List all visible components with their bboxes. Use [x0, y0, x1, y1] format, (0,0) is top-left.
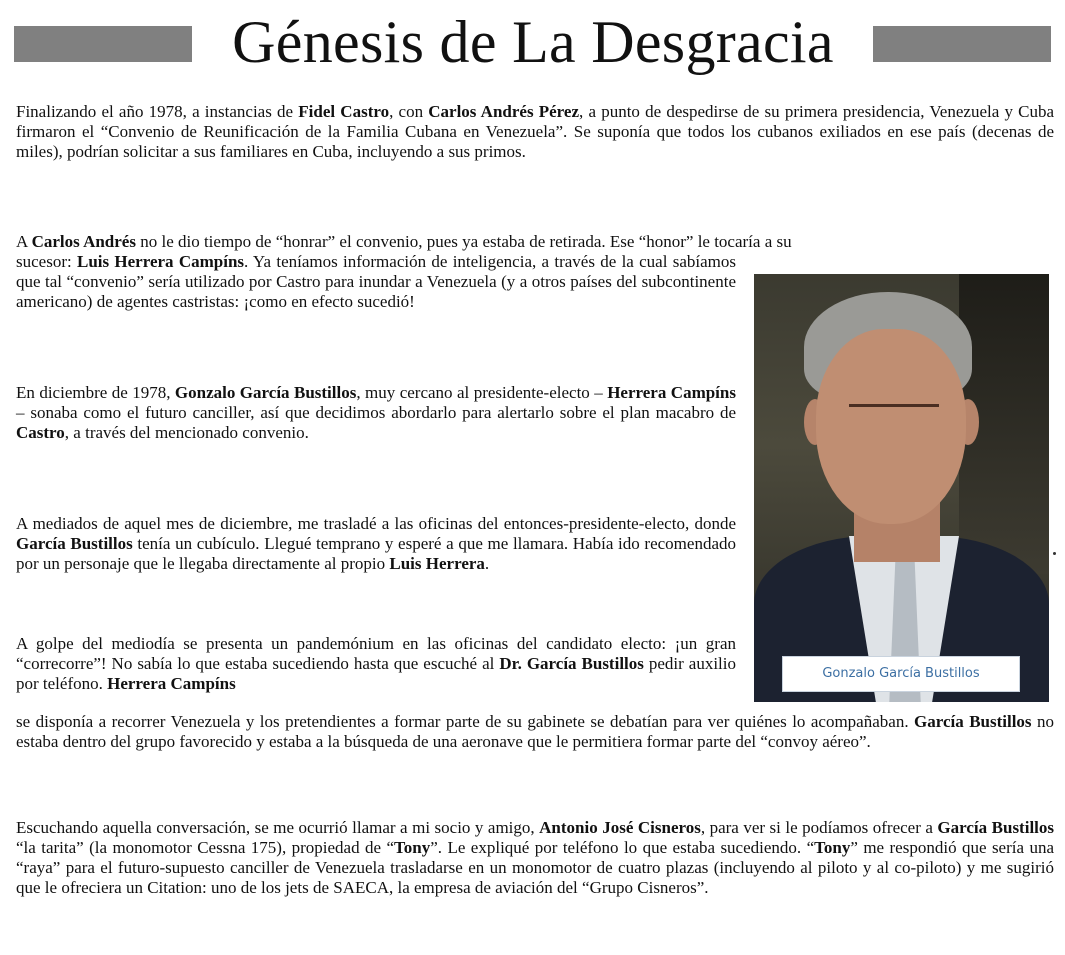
- text-run: no le dio tiempo de “honrar” el convenio, pues ya estaba de retirada. Ese “honor” le tocaría a su: [135, 232, 792, 251]
- text-run: , a través del mencionado convenio.: [64, 423, 309, 442]
- bold-name: Luis Herrera Campíns: [77, 252, 245, 271]
- text-run: – sonaba como el futuro canciller, así que decidimos abordarlo para alertarlo sobre el plan macabro de: [16, 403, 736, 422]
- text-run: tenía un cubículo. Llegué temprano y esperé a que me llamara. Había ido recomendado por un personaje que le llegaba directamente al propio: [16, 534, 736, 573]
- bold-name: Herrera Campíns: [107, 674, 236, 693]
- bold-name: Tony: [394, 838, 431, 857]
- bold-name: Dr. García Bustillos: [499, 654, 644, 673]
- text-run: Finalizando el año 1978, a instancias de: [16, 102, 299, 121]
- paragraph-2-rest: [16, 252, 736, 312]
- text-run: A golpe del mediodía se presenta un pandemónium en las oficinas del candidato electo: ¡un gran “correcorre”! No sabía lo que estaba sucediendo hasta que escuché al: [16, 634, 736, 673]
- paragraph-2-first-line: [16, 232, 1054, 252]
- bold-name: Fidel Castro: [298, 102, 390, 121]
- bold-name: Carlos Andrés: [31, 232, 136, 251]
- text-run: sucesor:: [16, 252, 77, 271]
- title-row: [0, 6, 1065, 74]
- photo-face: [816, 329, 966, 524]
- text-run: “la tarita” (la monomotor Cessna 175), propiedad de “: [16, 838, 395, 857]
- bold-name: García Bustillos: [914, 712, 1032, 731]
- bold-name: Gonzalo García Bustillos: [174, 383, 357, 402]
- bold-name: Castro: [16, 423, 65, 442]
- title-bar-left: [14, 26, 192, 62]
- text-run: En diciembre de 1978,: [16, 383, 175, 402]
- bold-name: Luis Herrera: [389, 554, 485, 573]
- text-run: .: [484, 554, 490, 573]
- page-title: Génesis de La Desgracia: [232, 9, 834, 75]
- text-run: se disponía a recorrer Venezuela y los pretendientes a formar parte de su gabinete se debatían para ver quiénes lo acompañaban.: [16, 712, 915, 731]
- text-run: ”. Le expliqué por teléfono lo que estaba sucediendo. “: [430, 838, 815, 857]
- text-run: A mediados de aquel mes de diciembre, me trasladé a las oficinas del entonces-presidente-electo, donde: [16, 514, 736, 533]
- text-run: . Ya teníamos información de inteligencia, a través de la cual sabíamos que tal “convenio” sería utilizado por Castro para inundar a Venezuela (y a otros países del subcontinente americano) de agentes castristas: ¡como en efecto sucedió!: [16, 252, 736, 311]
- bold-name: García Bustillos: [16, 534, 133, 553]
- bold-name: Herrera Campíns: [607, 383, 736, 402]
- text-run: , con: [389, 102, 429, 121]
- bold-name: Antonio José Cisneros: [539, 818, 701, 837]
- paragraph-6: [16, 818, 1054, 898]
- text-run: pedir auxilio por teléfono.: [16, 654, 736, 693]
- text-run: ” me respondió que sería una “raya” para el futuro-supuesto canciller de Venezuela trasladarse en un monomotor de cuatro plazas (incluyendo al piloto y al co-piloto) y me sugirió que le ofreciera un Citation: uno de los jets de SAECA, la empresa de aviación del “Grupo Cisneros”.: [16, 838, 1054, 897]
- text-run: A: [16, 232, 32, 251]
- text-run: , muy cercano al presidente-electo –: [356, 383, 608, 402]
- photo-eyes: [849, 404, 939, 415]
- bold-name: Carlos Andrés Pérez: [428, 102, 580, 121]
- stray-dot: [1053, 552, 1056, 555]
- title-bar-right: [873, 26, 1051, 62]
- text-run: , a punto de despedirse de su primera presidencia, Venezuela y Cuba firmaron el “Convenio de Reunificación de la Familia Cubana en Venezuela”. Se suponía que todos los cubanos exiliados en ese país (decenas de miles), podrían solicitar a sus familiares en Cuba, incluyendo a sus primos.: [16, 102, 1055, 161]
- photo-caption: Gonzalo García Bustillos: [782, 656, 1020, 692]
- paragraph-3: [16, 383, 736, 443]
- bold-name: García Bustillos: [937, 818, 1055, 837]
- paragraph-5-top: [16, 634, 736, 694]
- bold-name: Tony: [814, 838, 851, 857]
- paragraph-4: [16, 514, 736, 574]
- text-run: no estaba dentro del grupo favorecido y estaba a la búsqueda de una aeronave que le permitiera formar parte del “convoy aéreo”.: [16, 712, 1054, 751]
- text-run: Escuchando aquella conversación, se me ocurrió llamar a mi socio y amigo,: [16, 818, 540, 837]
- portrait-photo: [754, 274, 1049, 702]
- paragraph-5-bottom: [16, 712, 1054, 752]
- text-run: , para ver si le podíamos ofrecer a: [700, 818, 938, 837]
- paragraph-1: [16, 102, 1054, 162]
